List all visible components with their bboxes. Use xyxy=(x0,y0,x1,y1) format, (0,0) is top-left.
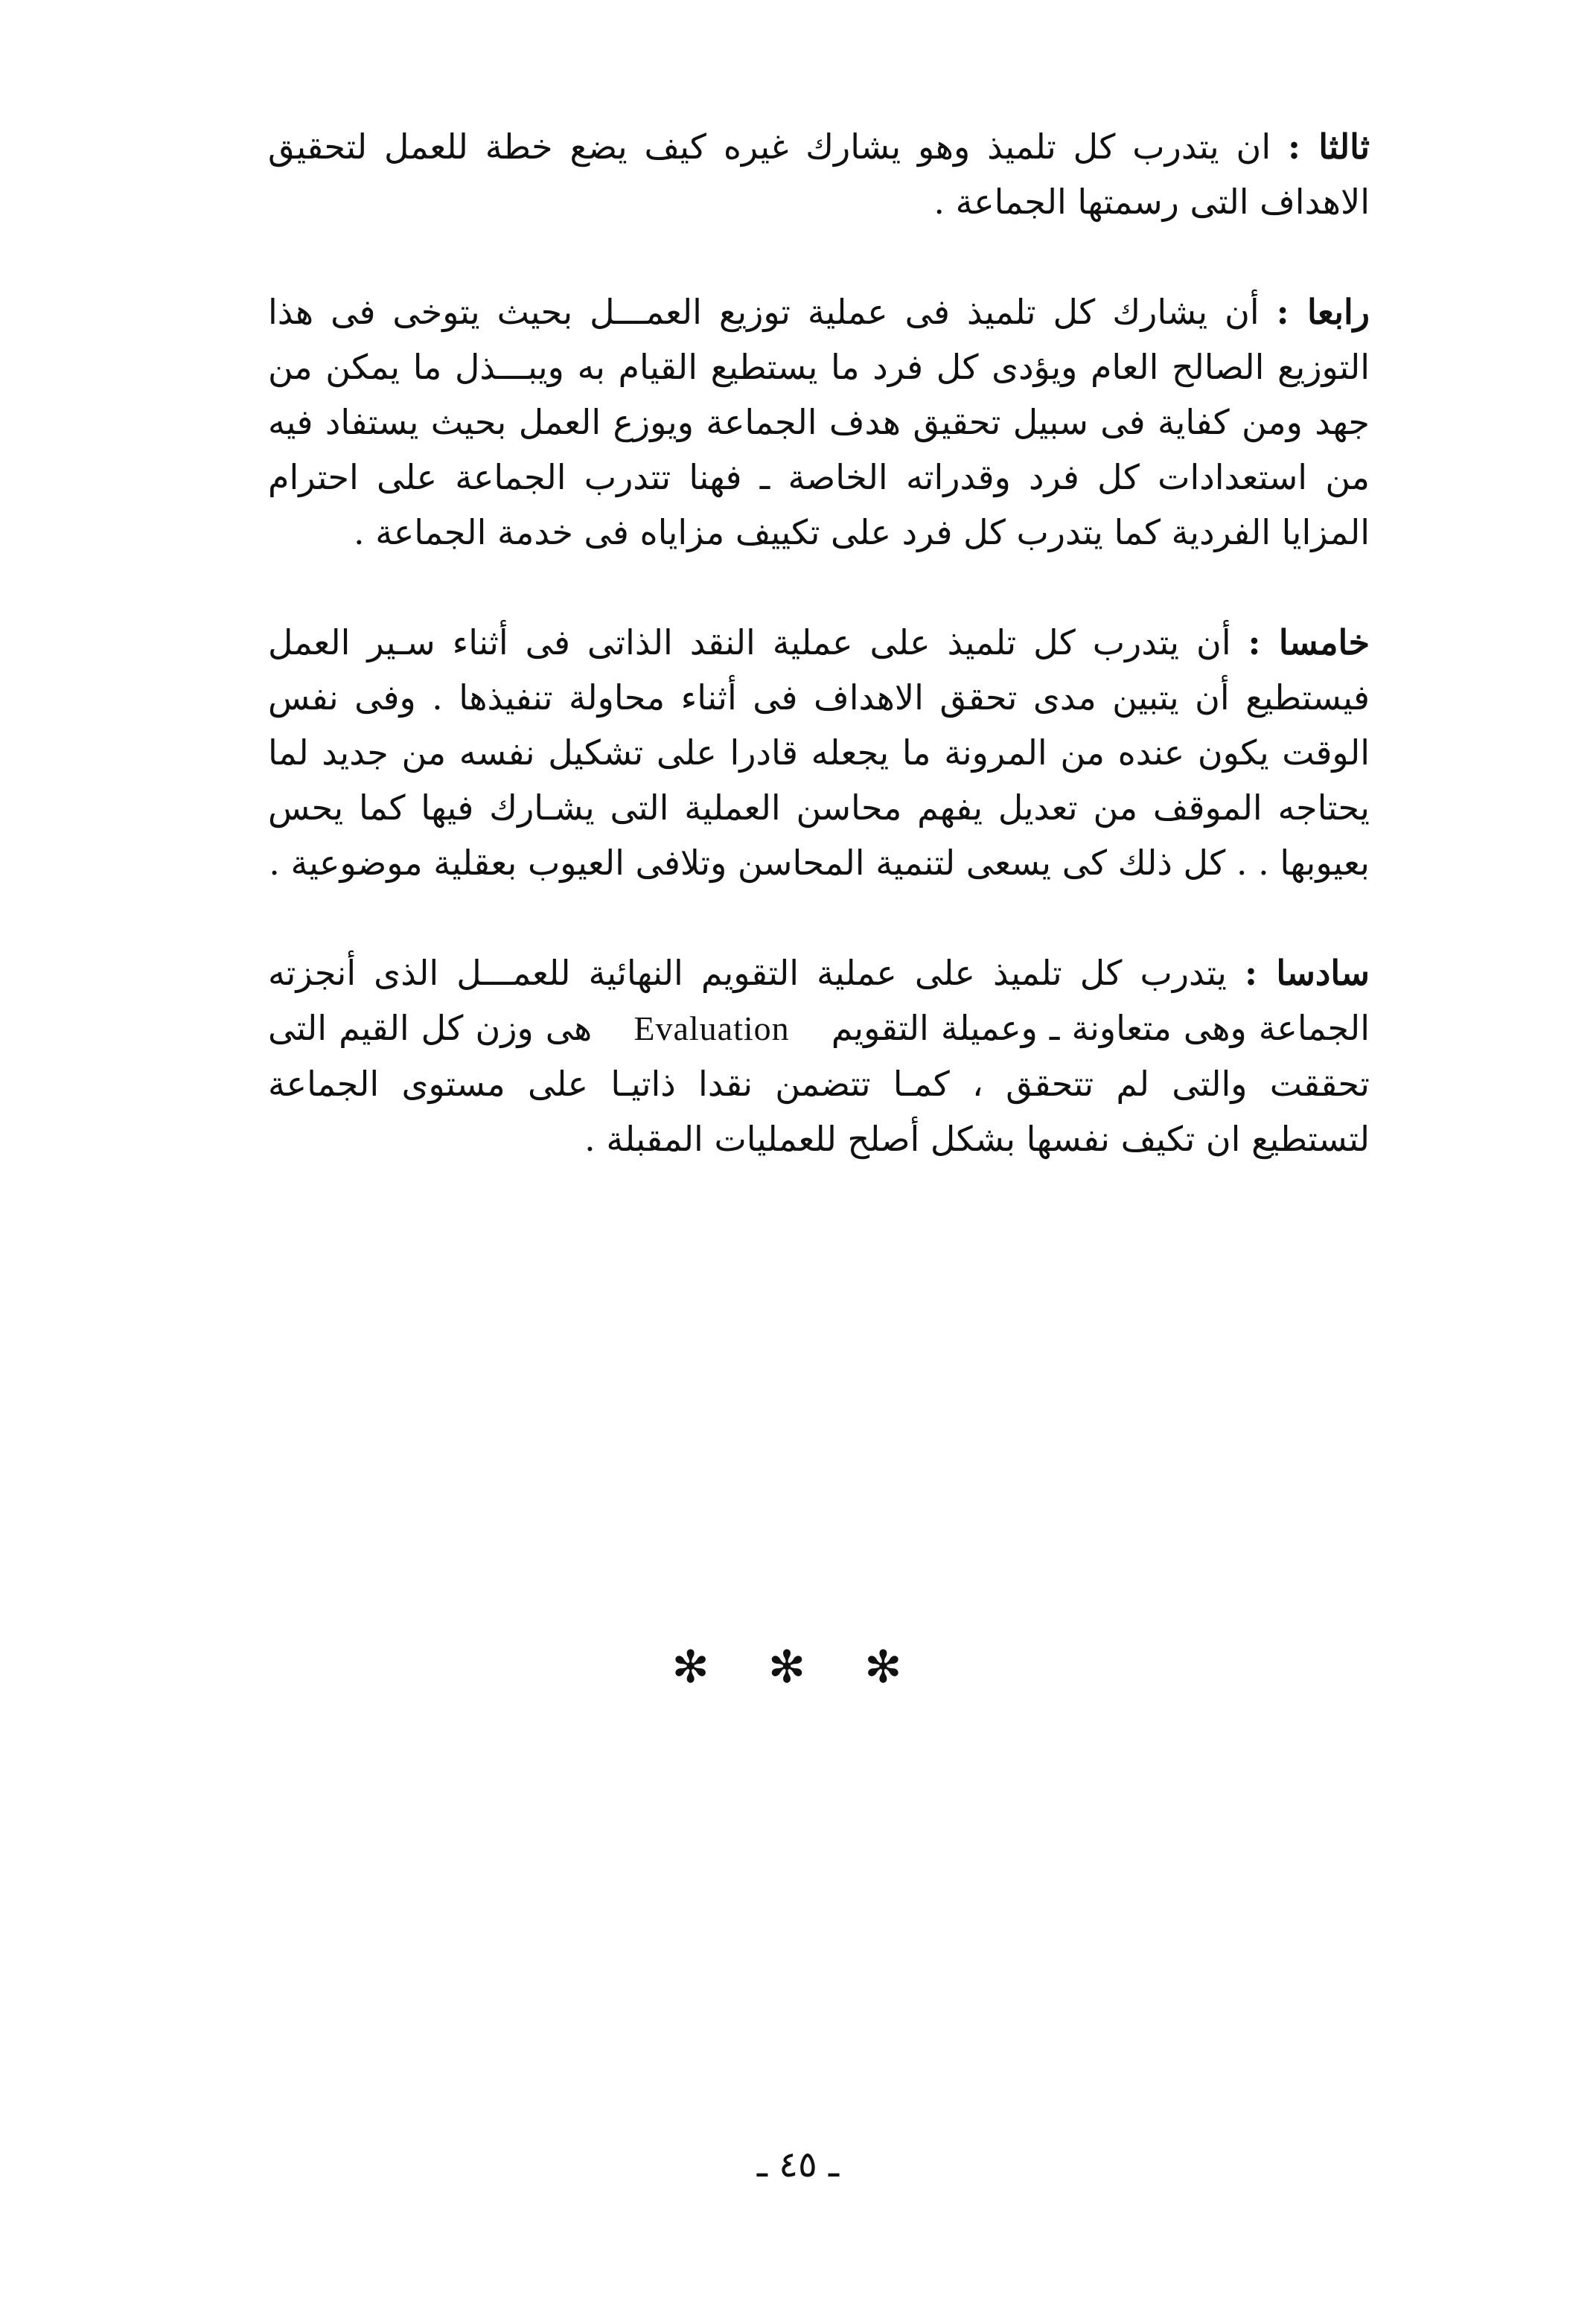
section-ornament: ✻ ✻ ✻ xyxy=(671,1641,925,1693)
paragraph-lead: ثالثا : xyxy=(1288,127,1370,167)
paragraph-lead: خامسا : xyxy=(1248,622,1370,662)
paragraph-text: أن يشارك كل تلميذ فى عملية توزيع العمـــل بحيث يتوخى فى هذا التوزيع الصالح العام ويؤدى كل فرد ما يستطيع القيام به ويبـــذل ما يمكن من جهد ومن كفاية فى سبيل تحقيق هدف الجماعة ويوزع العمل بحيث يستفاد فيه من استعدادات كل فرد وقدراته الخاصة ـ فهنا تتدرب الجماعة على احترام المزايا الفردية كما يتدرب كل فرد على تكييف مزاياه فى خدمة الجماعة . xyxy=(268,292,1370,552)
paragraph-text-continued: هى وزن كل القيم التى تحققت والتى لم تتحقق ، كمـا تتضمن نقدا ذاتيـا على مستوى الجماعة لتستطيع ان تكيف نفسها بشكل أصلح للعمليات المقبلة . xyxy=(268,1008,1370,1159)
paragraph-lead: سادسا : xyxy=(1244,953,1370,993)
paragraph-text: يتدرب كل تلميذ على عملية التقويم النهائية للعمـــل الذى أنجزته الجماعة وهى متعاونة ـ وعميلة التقويم xyxy=(268,953,1370,1048)
latin-term: Evaluation xyxy=(633,1009,790,1047)
page-number: ـ ٤٥ ـ xyxy=(756,2144,840,2185)
paragraph-fifth xyxy=(268,615,1370,890)
paragraph-text: ان يتدرب كل تلميذ وهو يشارك غيره كيف يضع خطة للعمل لتحقيق الاهداف التى رسمتها الجماعة . xyxy=(268,127,1370,222)
body-text xyxy=(268,119,1370,1166)
paragraph-fourth xyxy=(268,284,1370,560)
paragraph-third xyxy=(268,119,1370,229)
paragraph-text: أن يتدرب كل تلميذ على عملية النقد الذاتى فى أثناء سـير العمل فيستطيع أن يتبين مدى تحقق الاهداف فى أثناء محاولة تنفيذها . وفى نفس الوقت يكون عنده من المرونة ما يجعله قادرا على تشكيل نفسه من جديد لما يحتاجه الموقف من تعديل يفهم محاسن العملية التى يشـارك فيها كما يحس بعيوبها . . كل ذلك كى يسعى لتنمية المحاسن وتلافى العيوب بعقلية موضوعية . xyxy=(268,622,1370,883)
paragraph-sixth xyxy=(268,945,1370,1166)
paragraph-lead: رابعا : xyxy=(1276,292,1370,332)
